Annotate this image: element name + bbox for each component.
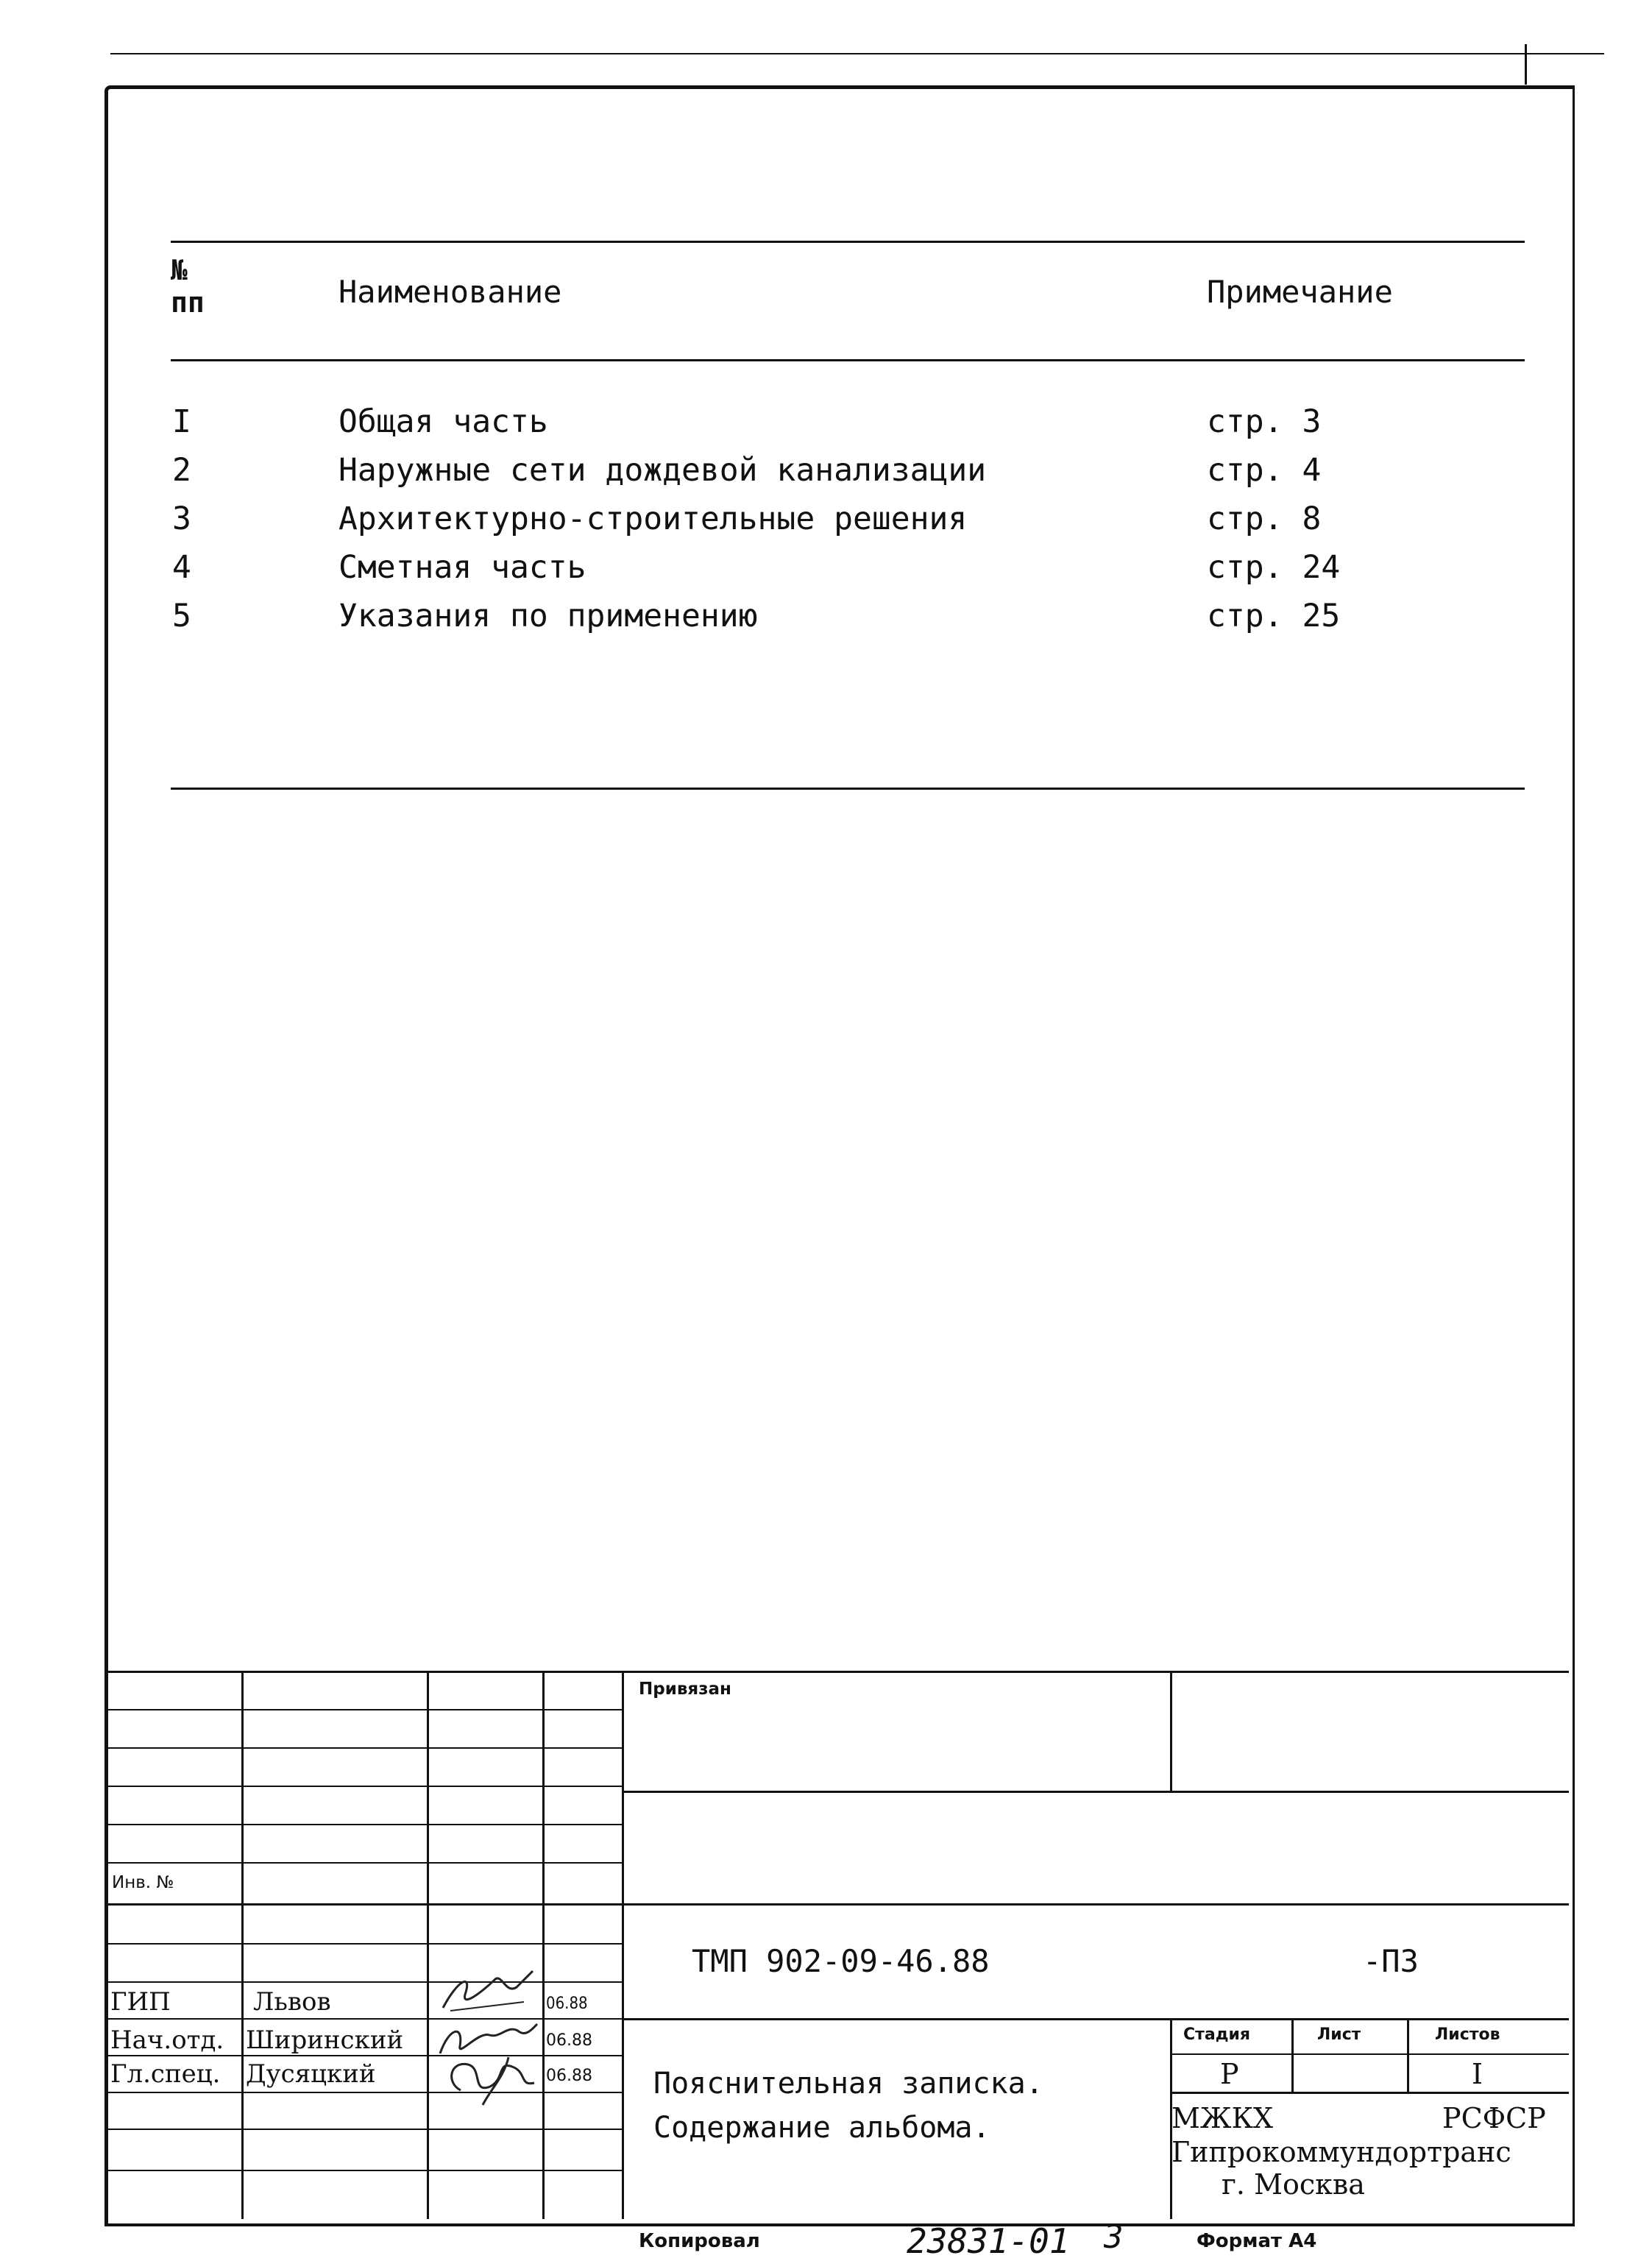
stamp-row <box>104 2129 622 2130</box>
signer-role: ГИП <box>110 1987 171 2017</box>
document-code: ТМП 902-09-46.88 <box>692 1943 990 1979</box>
signer-name: Дусяцкий <box>246 2059 376 2089</box>
table-row-name: Общая часть <box>338 403 548 440</box>
stamp-row <box>104 1943 622 1945</box>
stamp-row <box>104 1981 622 1983</box>
stamp-row <box>104 1786 622 1787</box>
table-header-rule <box>171 359 1525 361</box>
stamp-row <box>104 2092 622 2093</box>
bound-label: Привязан <box>639 1680 731 1699</box>
stamp-row <box>104 1824 622 1825</box>
table-row: 5 <box>172 598 191 634</box>
stamp-row <box>104 1903 622 1906</box>
stamp-row <box>104 2018 622 2020</box>
table-row-note: стр. 4 <box>1207 452 1322 489</box>
stamp-row <box>104 1862 622 1864</box>
stamp-row <box>104 1709 622 1710</box>
signer-name: Львов <box>253 1987 331 2017</box>
stamp-col-3 <box>542 1671 545 2219</box>
archive-number: 23831-01 <box>907 2221 1070 2261</box>
sheets-value: I <box>1472 2058 1483 2090</box>
signer-date: 06.88 <box>546 2031 592 2050</box>
table-row-name: Указания по применению <box>338 598 758 634</box>
header-number: № пп <box>171 254 205 319</box>
stamp-row <box>104 1747 622 1749</box>
inventory-number-label: Инв. № <box>112 1873 174 1892</box>
signer-date: 06.88 <box>546 2067 592 2085</box>
stamp-col-2 <box>427 1671 429 2219</box>
org-ministry: МЖКХ <box>1171 2102 1274 2134</box>
stamp-row-code <box>622 1903 1569 1906</box>
header-note: Примечание <box>1207 274 1393 310</box>
stamp-row-bound <box>622 1791 1569 1793</box>
top-edge-tick <box>1525 44 1527 85</box>
signer-role: Гл.спец. <box>110 2059 221 2089</box>
top-edge-line <box>110 53 1604 54</box>
sheet-label: Лист <box>1317 2025 1361 2044</box>
stamp-bound-divider <box>1170 1671 1172 1792</box>
table-row-name: Сметная часть <box>338 549 586 586</box>
document-title-line2: Содержание альбома. <box>653 2111 990 2145</box>
stamp-stage-header-rule <box>1170 2053 1569 2055</box>
table-bottom-rule <box>171 788 1525 790</box>
table-row-name: Архитектурно-строительные решения <box>338 500 968 537</box>
stamp-stage-divider <box>1291 2018 1294 2092</box>
table-row: I <box>172 403 191 440</box>
org-city: г. Москва <box>1222 2168 1365 2201</box>
table-row: 2 <box>172 452 191 489</box>
signature-1 <box>436 1965 539 2017</box>
stamp-top-rule <box>104 1671 1569 1673</box>
stamp-row <box>104 2055 622 2056</box>
stage-value: Р <box>1220 2058 1239 2090</box>
sheets-label: Листов <box>1435 2025 1500 2044</box>
table-top-rule <box>171 241 1525 243</box>
document-title-line1: Пояснительная записка. <box>653 2067 1043 2101</box>
table-row-name: Наружные сети дождевой канализации <box>338 452 987 489</box>
document-code-suffix: -ПЗ <box>1363 1943 1419 1979</box>
stage-label: Стадия <box>1183 2025 1251 2044</box>
table-row-note: стр. 24 <box>1207 549 1341 586</box>
stamp-col-1 <box>241 1671 244 2219</box>
stamp-sheet-divider <box>1407 2018 1409 2092</box>
stamp-col-4 <box>622 1671 624 2219</box>
signature-3 <box>439 2053 542 2112</box>
stamp-stage-bottom-rule <box>1170 2092 1569 2094</box>
table-row: 3 <box>172 500 191 537</box>
table-row-note: стр. 25 <box>1207 598 1341 634</box>
org-name: Гипрокоммундортранс <box>1171 2136 1511 2168</box>
table-row-note: стр. 8 <box>1207 500 1322 537</box>
table-row-note: стр. 3 <box>1207 403 1322 440</box>
stamp-row-title <box>622 2018 1569 2020</box>
org-republic: РСФСР <box>1442 2102 1546 2134</box>
page-number: 3 <box>1104 2218 1124 2256</box>
table-row: 4 <box>172 549 191 586</box>
format-label: Формат А4 <box>1197 2230 1317 2252</box>
signer-name: Ширинский <box>246 2025 404 2055</box>
header-name: Наименование <box>338 274 562 310</box>
copied-label: Копировал <box>639 2230 760 2252</box>
stamp-row <box>104 2170 622 2171</box>
signer-date: 06.88 <box>546 1995 588 2013</box>
signer-role: Нач.отд. <box>110 2025 224 2055</box>
